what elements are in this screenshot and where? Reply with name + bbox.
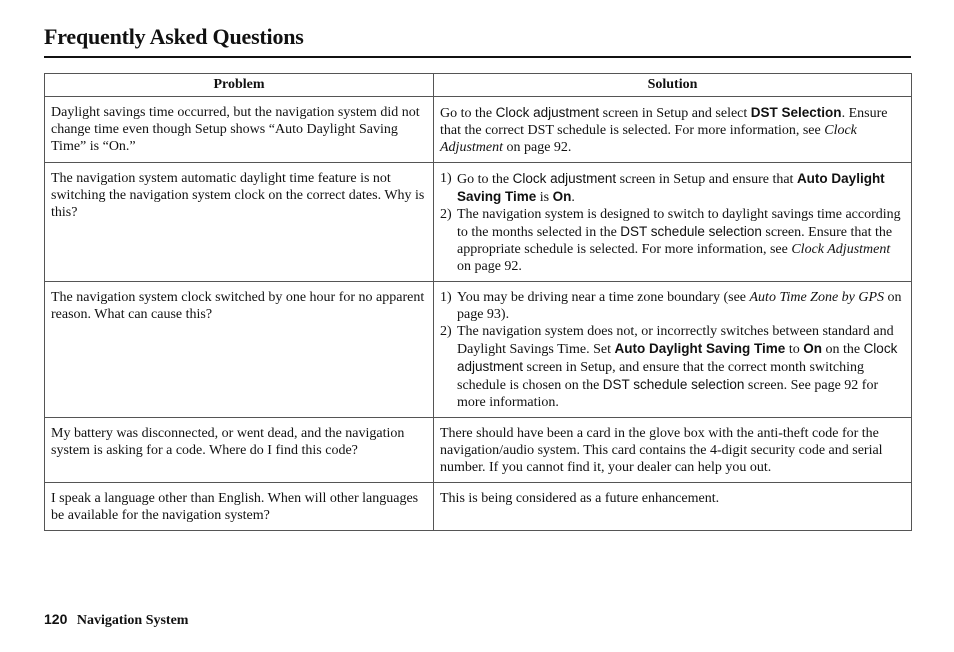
list-item [440, 206, 905, 275]
problem-cell: I speak a language other than English. When will other languages be available for the navigation system? [45, 483, 434, 531]
text-run: Auto Daylight Saving Time [614, 341, 786, 356]
list-item [440, 323, 905, 411]
text-run: You may be driving near a time zone boundary (see [457, 290, 750, 305]
list-item [440, 289, 905, 323]
table-header-row [45, 74, 912, 97]
table-row [45, 483, 912, 531]
text-run: Auto Time Zone by GPS [749, 290, 885, 305]
solution-cell [434, 418, 912, 483]
text-run: to [785, 342, 804, 357]
text-run: The navigation system is designed to switch to daylight savings time according to the months selected in the [457, 207, 901, 240]
text-run: screen. See page 92 for more information. [457, 378, 879, 410]
list-item [440, 170, 905, 206]
text-run: screen in Setup and ensure that [616, 172, 797, 187]
text-run: Clock Adjustment [791, 242, 891, 257]
text-run: . Ensure that the correct DST schedule is selected. For more information, see [440, 106, 888, 138]
text-run: There should have been a card in the glove box with the anti-theft code for the navigation/audio system. This card contains the 4-digit security code and serial number. If you cannot find it, your dealer can help you out. [440, 426, 883, 475]
text-run: screen in Setup and select [599, 106, 751, 121]
text-run: is [536, 190, 553, 205]
table-row [45, 418, 912, 483]
text-run: on page 93). [457, 290, 902, 322]
text-run: DST Selection [750, 105, 842, 120]
text-run: on the [821, 342, 864, 357]
text-run: DST schedule selection [602, 377, 745, 392]
table-row [45, 282, 912, 418]
table-row [45, 163, 912, 282]
step-number: 2) [440, 324, 452, 339]
text-run: Go to the [457, 172, 513, 187]
text-run: on page 92. [503, 140, 572, 155]
text-run: Clock adjustment [512, 171, 617, 186]
solution-steps [440, 170, 905, 275]
page-footer [44, 611, 188, 629]
text-run: On [552, 189, 572, 204]
text-run: screen. Ensure that the appropriate schedule is selected. For more information, see [457, 225, 893, 257]
problem-cell: The navigation system clock switched by one hour for no apparent reason. What can cause this? [45, 282, 434, 418]
text-run: Go to the [440, 106, 496, 121]
text-run: on page 92. [457, 259, 522, 274]
solution-cell [434, 97, 912, 163]
footer-section: Navigation System [76, 613, 189, 628]
problem-cell: The navigation system automatic daylight time feature is not switching the navigation system clock on the correct dates. Why is this? [45, 163, 434, 282]
text-run: The navigation system does not, or incorrectly switches between standard and Daylight Savings Time. Set [457, 324, 894, 357]
text-run: Clock adjustment [495, 105, 600, 120]
text-run: screen in Setup, and ensure that the correct month switching schedule is chosen on the [457, 360, 865, 393]
problem-cell: Daylight savings time occurred, but the navigation system did not change time even though Setup shows “Auto Daylight Saving Time” is “On.” [45, 97, 434, 163]
page-number: 120 [44, 611, 68, 627]
text-run: This is being considered as a future enhancement. [440, 491, 720, 506]
title-rule [44, 56, 911, 58]
text-run: On [803, 341, 822, 356]
text-run: Auto Daylight Saving Time [457, 171, 885, 204]
text-run: . [571, 190, 575, 205]
text-run: DST schedule selection [620, 224, 762, 239]
solution-steps [440, 289, 905, 411]
solution-cell [434, 282, 912, 418]
table-row [45, 97, 912, 163]
step-number: 1) [440, 290, 452, 305]
problem-cell: My battery was disconnected, or went dead, and the navigation system is asking for a code. Where do I find this code? [45, 418, 434, 483]
text-run: Clock Adjustment [440, 123, 857, 155]
faq-table [44, 73, 912, 531]
text-run: Clock adjustment [457, 341, 898, 374]
solution-cell [434, 483, 912, 531]
step-number: 1) [440, 171, 452, 186]
solution-header: Solution [434, 74, 912, 97]
step-number: 2) [440, 207, 452, 222]
problem-header: Problem [45, 74, 434, 97]
page-title: Frequently Asked Questions [44, 24, 304, 49]
solution-cell [434, 163, 912, 282]
